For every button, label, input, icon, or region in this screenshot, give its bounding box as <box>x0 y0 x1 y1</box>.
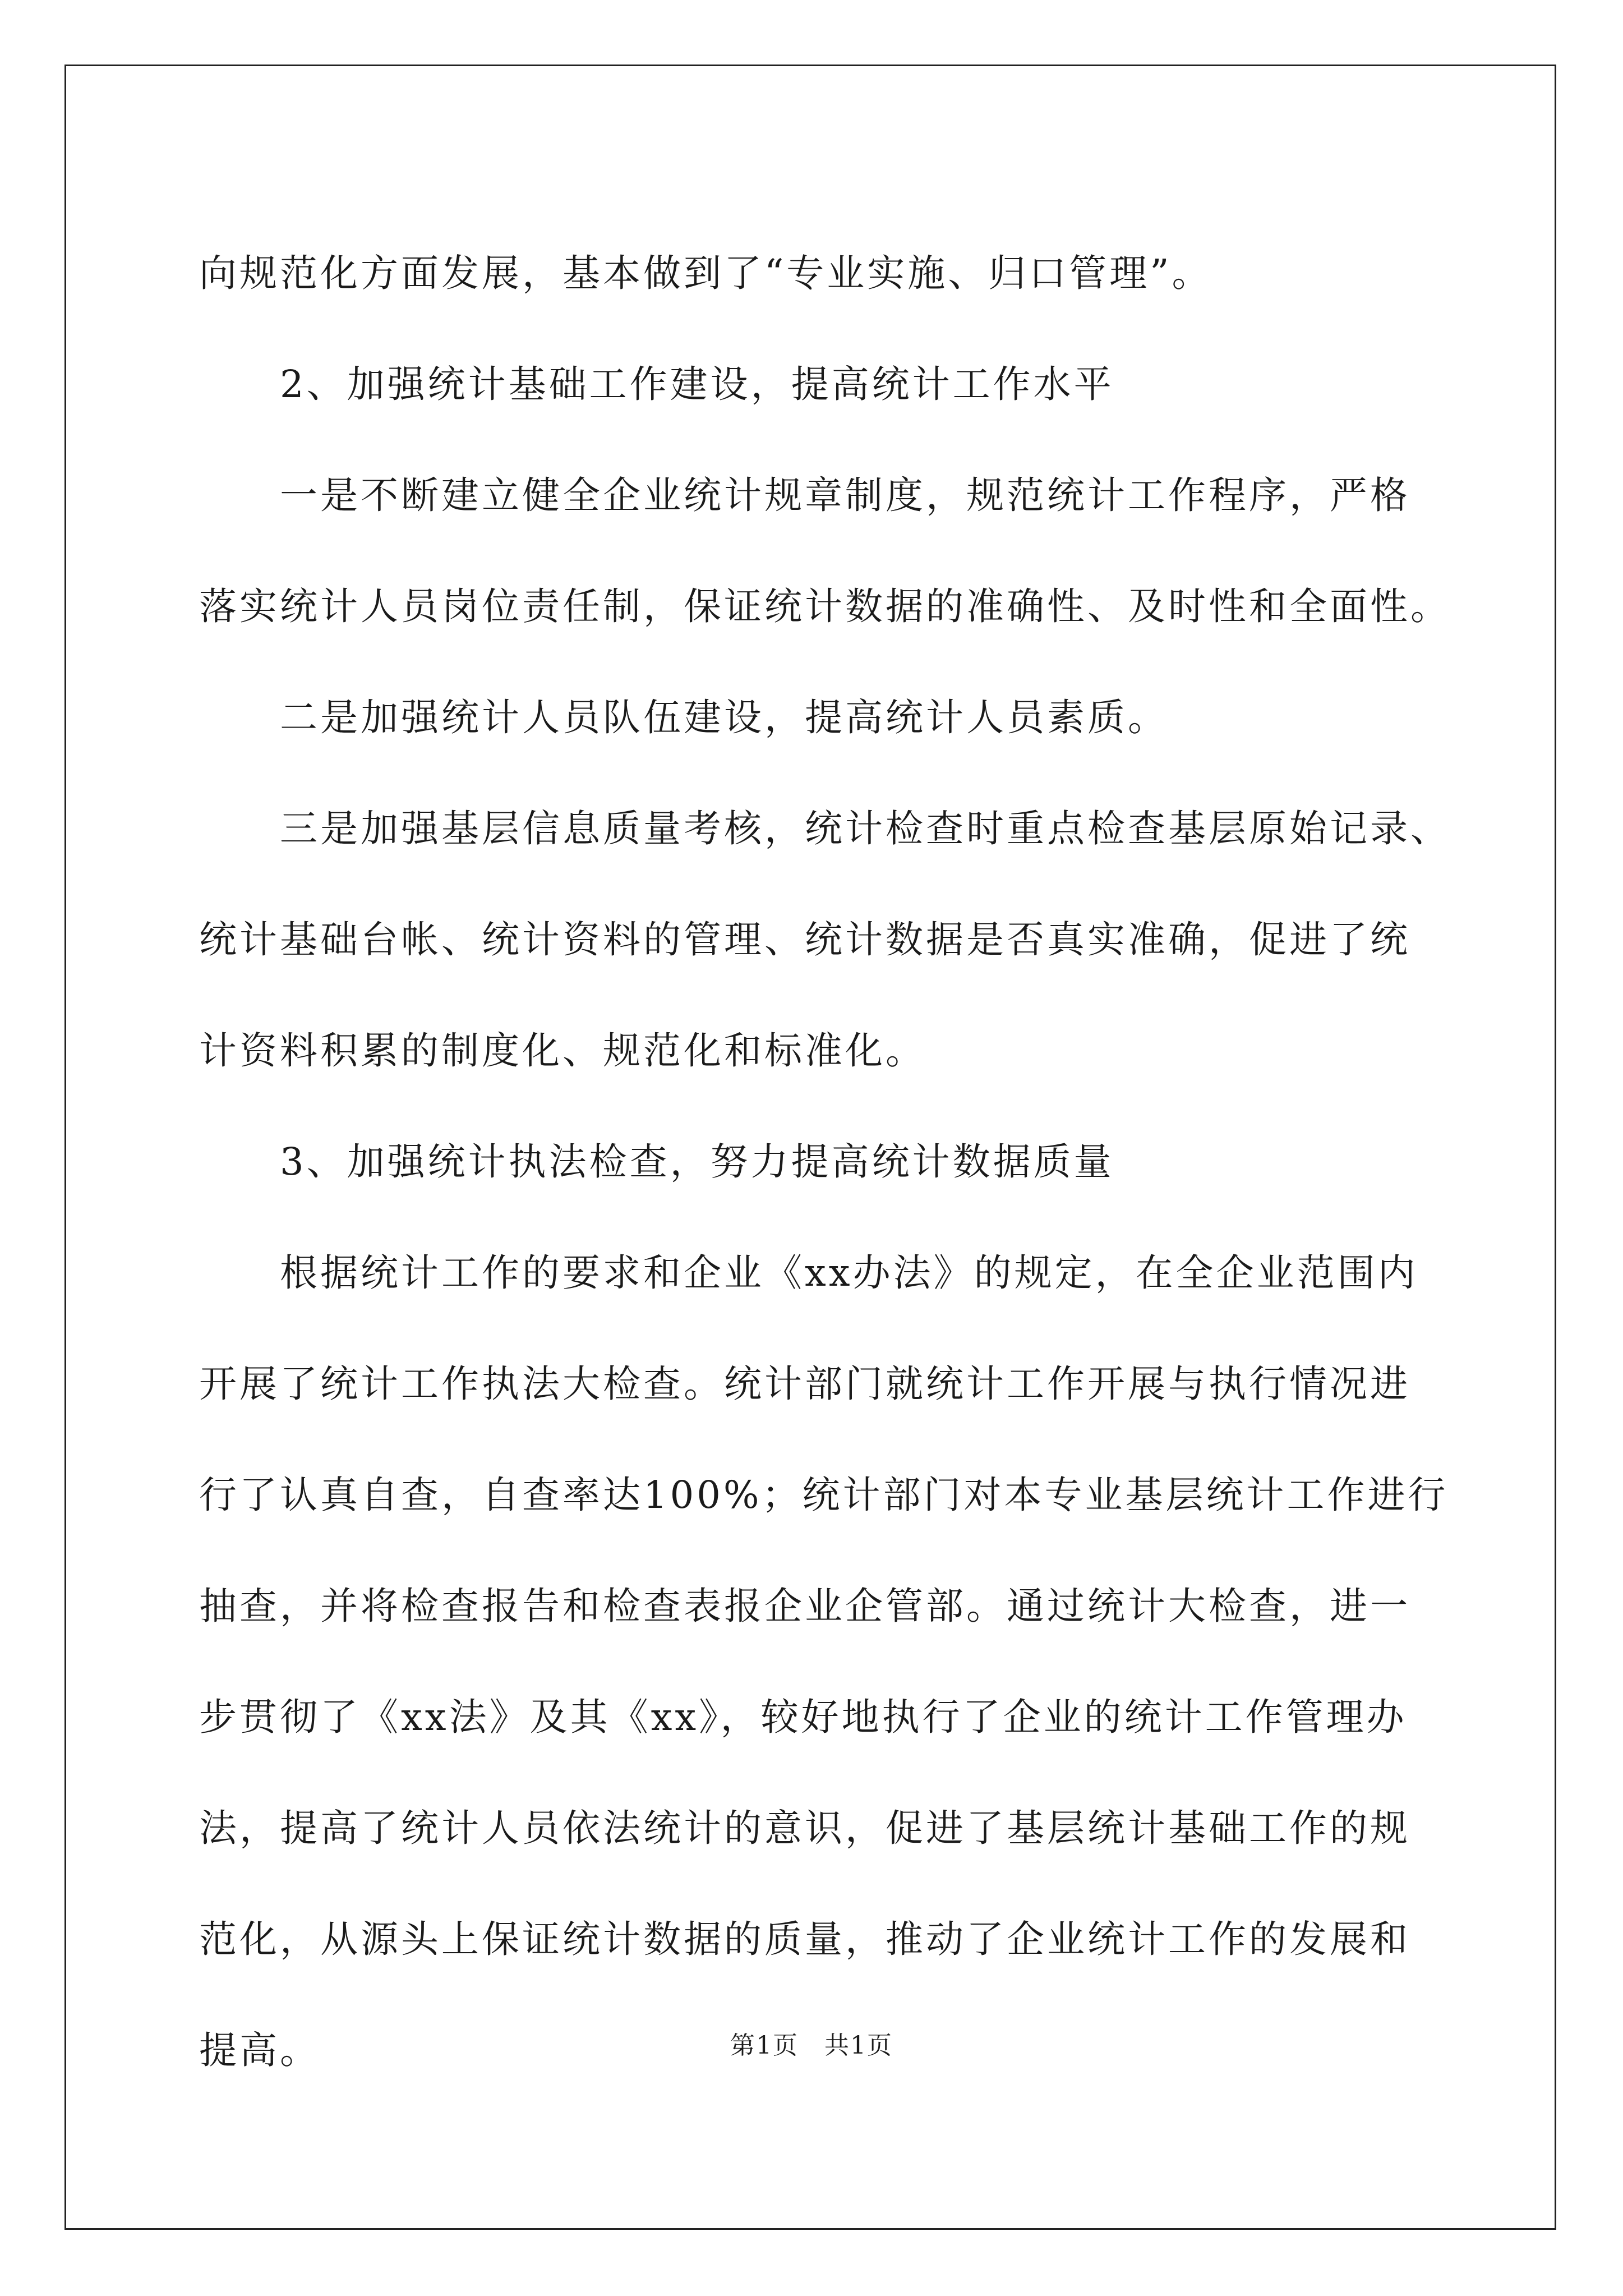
text-line: 计资料积累的制度化、规范化和标准化。 <box>199 1029 926 1073</box>
text-line: 开展了统计工作执法大检查。统计部门就统计工作开展与执行情况进 <box>199 1362 1410 1406</box>
text-line: 抽查，并将检查报告和检查表报企业企管部。通过统计大检查，进一 <box>199 1584 1410 1628</box>
text-line: 步贯彻了《xx法》及其《xx》，较好地执行了企业的统计工作管理办 <box>199 1695 1407 1739</box>
section-heading: 3、加强统计执法检查，努力提高统计数据质量 <box>280 1140 1114 1184</box>
text-line: 向规范化方面发展，基本做到了“专业实施、归口管理”。 <box>199 251 1212 295</box>
page-footer: 第1页 共1页 <box>730 2031 893 2060</box>
text-line: 三是加强基层信息质量考核，统计检查时重点检查基层原始记录、 <box>280 807 1451 850</box>
text-line: 落实统计人员岗位责任制，保证统计数据的准确性、及时性和全面性。 <box>199 585 1451 628</box>
section-heading: 2、加强统计基础工作建设，提高统计工作水平 <box>280 362 1114 406</box>
text-line: 法，提高了统计人员依法统计的意识，促进了基层统计基础工作的规 <box>199 1806 1410 1850</box>
text-line: 统计基础台帐、统计资料的管理、统计数据是否真实准确，促进了统 <box>199 918 1410 961</box>
text-line: 二是加强统计人员队伍建设，提高统计人员素质。 <box>280 696 1168 739</box>
text-line: 提高。 <box>199 2028 320 2072</box>
text-line: 一是不断建立健全企业统计规章制度，规范统计工作程序，严格 <box>280 473 1410 517</box>
text-line: 行了认真自查，自查率达100%；统计部门对本专业基层统计工作进行 <box>199 1473 1449 1517</box>
text-line: 根据统计工作的要求和企业《xx办法》的规定，在全企业范围内 <box>280 1251 1418 1295</box>
text-line: 范化，从源头上保证统计数据的质量，推动了企业统计工作的发展和 <box>199 1917 1410 1961</box>
document-body <box>199 218 1455 2106</box>
